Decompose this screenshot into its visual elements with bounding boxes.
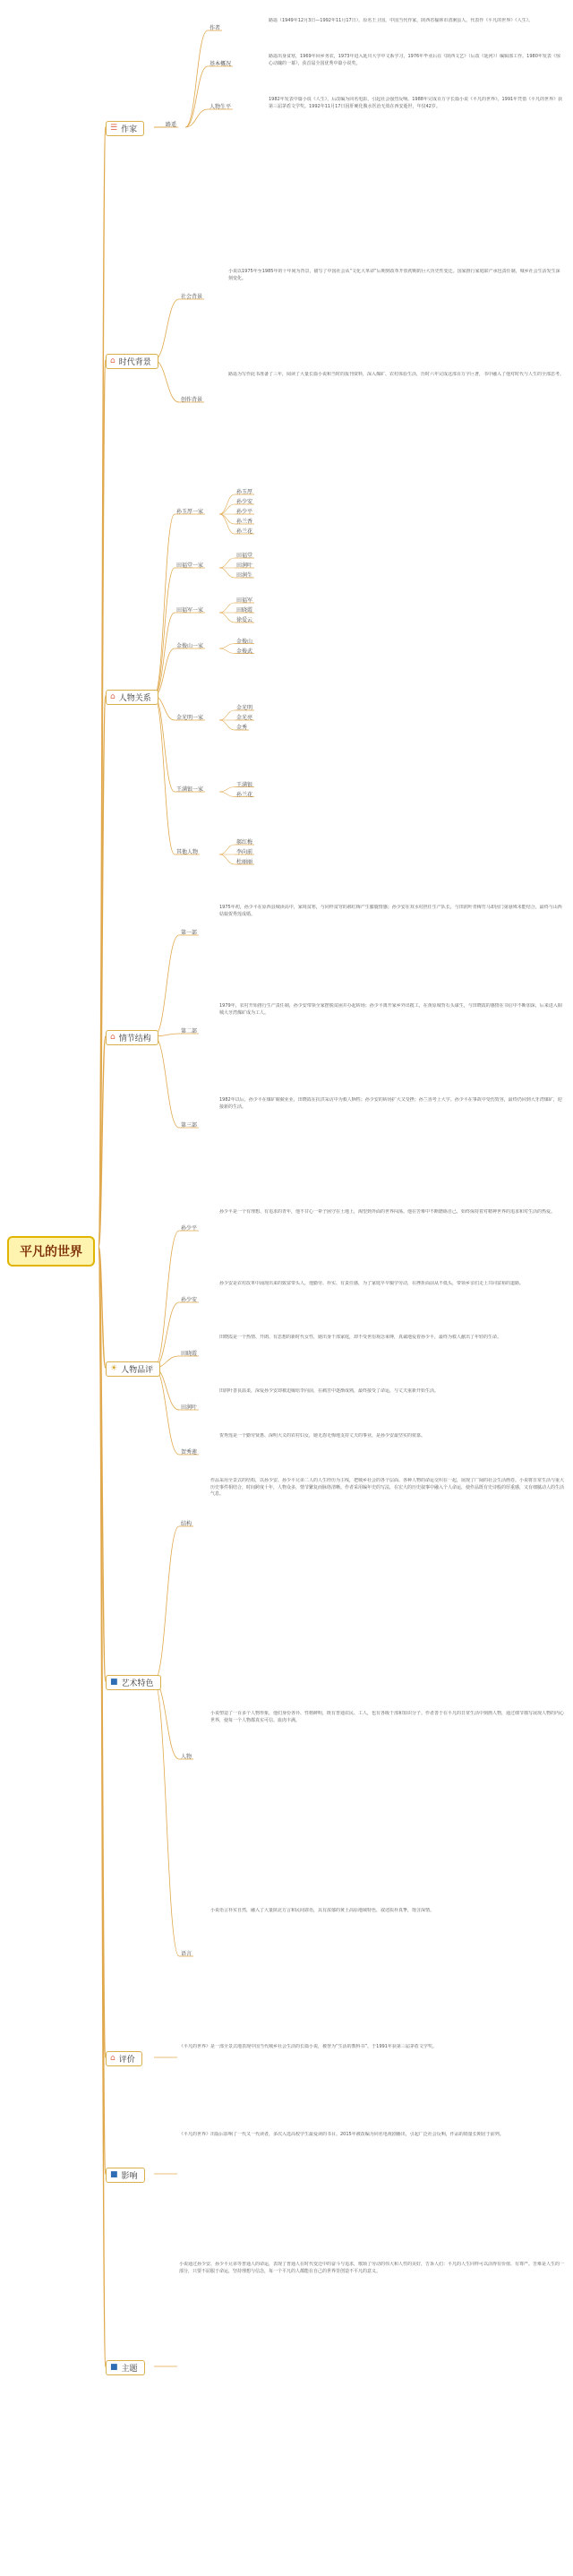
home-icon: ⌂ — [110, 356, 115, 365]
main-topic-4[interactable] — [106, 1030, 158, 1045]
art-item-text-1: 小说塑造了一百多个人物形象，他们身份各异、性格鲜明，既有普通农民、工人，也有各级干部和知识分子。作者善于在平凡的日常生活中刻画人物，通过细节描写展现人物的内心世界，使每一个人物都真实可信、血肉丰满。 — [210, 1711, 564, 1723]
relation-group-label-2[interactable]: 田福军一家 — [176, 607, 204, 614]
relation-member-6-1[interactable]: 李向前 — [236, 849, 253, 855]
character-item-text-2: 田晓霞是一个热情、开朗、有思想的新时代女性，她出身干部家庭，却不受世俗观念束缚，真诚地爱着孙少平，最终为救人献出了年轻的生命。 — [219, 1335, 502, 1340]
relation-member-0-1[interactable]: 孙少安 — [236, 499, 253, 505]
character-item-text-3: 田润叶善良温柔，深爱孙少安却被迫嫁给李向前，在痛苦中逐渐成熟，最终接受了命运，与丈夫重新开始生活。 — [219, 1388, 440, 1394]
relation-group-label-4[interactable]: 金光明一家 — [176, 715, 204, 721]
writer-item-text-1: 路遥出身贫寒，1969年回乡务农，1973年进入延川大学中文系学习，1976年毕业后在《陕西文艺》（后改《延河》）编辑部工作。1980年发表《惊心动魄的一幕》，获首届全国优秀中篇小说奖。 — [269, 54, 560, 66]
main-topic-2[interactable] — [106, 354, 158, 369]
home-icon: ⌂ — [110, 1033, 115, 1042]
writer-item-text-0: 路遥（1949年12月3日—1992年11月17日），原名王卫国，中国当代作家，陕西省榆林市清涧县人。代表作《平凡的世界》《人生》。 — [269, 18, 534, 23]
character-item-label-2[interactable]: 田晓霞 — [181, 1351, 198, 1357]
structure-item-label-0[interactable]: 第一部 — [181, 930, 198, 936]
art-item-text-2: 小说语言朴实自然，融入了大量陕北方言和民间谚语，具有浓郁的黄土高原地域特色，叙述质朴真挚，饱含深情。 — [210, 1908, 435, 1913]
relation-group-label-3[interactable]: 金俊山一家 — [176, 643, 204, 649]
character-item-label-3[interactable]: 田润叶 — [181, 1404, 198, 1411]
structure-item-text-2: 1982年以后，孙少平在煤矿兢兢业业，田晓霞在抗洪采访中为救人牺牲；孙少安的砖场扩大又受挫；孙兰香考上大学。孙少平在事故中受伤毁容，最终仍回到大牙湾煤矿，迎接新的生活。 — [219, 1097, 562, 1110]
structure-item-text-1: 1979年，农村开始推行生产责任制，孙少安带领全家摆脱贫困并办起砖场；孙少平离开家乡外出揽工，在黄原城背石头谋生，与田晓霞的感情在书信中不断加深，后来进入铜城大牙湾煤矿成为工人。 — [219, 1003, 562, 1016]
relation-member-4-1[interactable]: 金光亮 — [236, 715, 253, 721]
character-item-text-0: 孙少平是一个有理想、有追求的青年，他不甘心一辈子困守在土地上，渴望到外面的世界闯荡。他在苦难中不断磨砺自己，始终保持着对精神世界的追求和对生活的热爱。 — [219, 1209, 556, 1215]
background-item-label-1[interactable]: 创作背景 — [181, 397, 203, 403]
character-item-label-0[interactable]: 孙少平 — [181, 1225, 198, 1232]
structure-item-text-0: 1975年初，孙少平在原西县城读高中，家境贫寒，与同样贫穷的郝红梅产生朦胧情感；孙少安在双水村担任生产队长，与田润叶青梅竹马却因门第悬殊未能结合，最终与山西姑娘贺秀莲成婚。 — [219, 905, 562, 917]
art-item-label-1[interactable]: 人物 — [181, 1754, 192, 1760]
flag-icon: ■ — [110, 1678, 118, 1687]
main-topic-label: 时代背景 — [118, 358, 151, 367]
relation-member-3-1[interactable]: 金俊武 — [236, 648, 253, 655]
writer-item-label-1[interactable]: 基本概况 — [210, 61, 232, 67]
relation-member-3-0[interactable]: 金俊山 — [236, 638, 253, 645]
writer-item-label-2[interactable]: 人物生平 — [210, 104, 232, 110]
main-topic-label: 艺术特色 — [121, 1679, 154, 1688]
relation-member-4-0[interactable]: 金光明 — [236, 705, 253, 711]
root-topic[interactable]: 平凡的世界 — [7, 1236, 95, 1267]
home-icon: ⌂ — [110, 2054, 115, 2063]
writer-item-label-0[interactable]: 作者 — [210, 25, 221, 31]
influence-text: 《平凡的世界》出版后影响了一代又一代读者，多次入选高校学生最爱读的书目。2015年被改编为同名电视剧播出，引起广泛社会反响，作品的销量长期居于前列。 — [179, 2132, 504, 2137]
character-item-text-4: 贺秀莲是一个勤劳贤惠、深明大义的农村妇女，她无怨无悔地支持丈夫的事业，是孙少安最坚实的依靠。 — [219, 1433, 426, 1438]
lightbulb-icon: ☀ — [110, 1364, 118, 1373]
structure-item-label-2[interactable]: 第三部 — [181, 1122, 198, 1129]
background-item-text-0: 小说以1975年至1985年的十年间为背景，描写了中国社会从“文化大革命”后期到改革开放初期的巨大历史性变迁。国家推行家庭联产承包责任制，城乡社会生活发生深刻变化。 — [228, 269, 560, 281]
relation-group-label-6[interactable]: 其他人物 — [176, 849, 199, 855]
main-topic-7[interactable] — [106, 2051, 142, 2066]
relation-member-0-0[interactable]: 孙玉厚 — [236, 489, 253, 495]
main-topic-label: 主题 — [121, 2365, 138, 2374]
art-item-text-0: 作品采用全景式的结构，以孙少安、孙少平兄弟二人的人生经历为主线，把城乡社会的各个层面、各种人物的命运交织在一起，展现了广阔的社会生活画卷。小说将日常生活与重大历史事件相结合，时间跨度十年，人物众多，情节繁复而脉络清晰。作者采用编年史的写法，在宏大的历史叙事中融入个人命运，使作品既有史诗般的厚重感，又有细腻动人的生活气息。 — [210, 1478, 564, 1498]
main-topic-9[interactable] — [106, 2360, 145, 2375]
relation-member-1-1[interactable]: 田润叶 — [236, 562, 253, 569]
main-topic-6[interactable] — [106, 1675, 161, 1690]
main-topic-5[interactable] — [106, 1361, 160, 1377]
relation-member-2-2[interactable]: 徐爱云 — [236, 617, 253, 623]
main-topic-label: 情节结构 — [118, 1035, 151, 1043]
relation-member-0-4[interactable]: 孙兰花 — [236, 528, 253, 535]
evaluation-text: 《平凡的世界》是一部全景式地表现中国当代城乡社会生活的长篇小说，被誉为“生活的教科书”，于1991年获第三届茅盾文学奖。 — [179, 2044, 437, 2049]
background-item-text-1: 路遥为写作此书准备了三年，阅读了大量长篇小说和当时的报刊资料，深入煤矿、农村体验生活，历时六年完成这部百万字巨著，书中融入了他对时代与人生的全部思考。 — [228, 372, 564, 377]
relation-member-0-3[interactable]: 孙兰香 — [236, 519, 253, 525]
relation-group-label-0[interactable]: 孙玉厚一家 — [176, 509, 204, 515]
structure-item-label-1[interactable]: 第二部 — [181, 1028, 198, 1035]
relation-member-1-0[interactable]: 田福堂 — [236, 553, 253, 559]
background-item-label-0[interactable]: 社会背景 — [181, 294, 203, 300]
theme-text: 小说通过孙少安、孙少平兄弟等普通人的命运，表现了普通人在时代变迁中的奋斗与追求，歌颂了劳动的伟大和人性的美好，告诉人们：平凡的人生同样可以活得有价值、有尊严。苦难是人生的一部分，只要不屈服于命运，坚持理想与信念，每一个平凡的人都能在自己的世界里创造不平凡的意义。 — [179, 2262, 564, 2274]
relation-group-label-5[interactable]: 王满银一家 — [176, 786, 204, 793]
main-topic-label: 评价 — [118, 2056, 135, 2065]
character-item-label-1[interactable]: 孙少安 — [181, 1297, 198, 1303]
main-topic-8[interactable] — [106, 2168, 145, 2183]
art-item-label-2[interactable]: 语言 — [181, 1951, 192, 1957]
relation-member-4-2[interactable]: 金秀 — [236, 725, 248, 731]
home-icon: ⌂ — [110, 692, 115, 701]
character-item-text-1: 孙少安是农村改革中涌现出来的致富带头人，他勤劳、朴实、有责任感，为了家庭早早辍学劳动，在挫折面前从不低头，带领乡亲们走上共同富裕的道路。 — [219, 1281, 525, 1286]
main-topic-label: 作家 — [121, 125, 138, 134]
writer-item-text-2: 1982年发表中篇小说《人生》，后改编为同名电影，引起社会强烈反响。1988年完成百万字长篇小说《平凡的世界》。1991年凭借《平凡的世界》获第三届茅盾文学奖。1992年11月17日因肝硬化腹水医治无效在西安逝世，年仅42岁。 — [269, 97, 563, 109]
relation-member-5-1[interactable]: 孙兰花 — [236, 791, 253, 798]
relation-member-2-1[interactable]: 田晓霞 — [236, 607, 253, 614]
relation-member-5-0[interactable]: 王满银 — [236, 781, 253, 788]
book-icon: ☰ — [110, 124, 118, 133]
writer-group-label[interactable]: 路遥 — [166, 122, 177, 128]
relation-member-2-0[interactable]: 田福军 — [236, 597, 253, 604]
relation-member-6-0[interactable]: 郝红梅 — [236, 839, 253, 846]
relation-member-1-2[interactable]: 田润生 — [236, 572, 253, 579]
character-item-label-4[interactable]: 贺秀莲 — [181, 1449, 198, 1455]
main-topic-label: 人物品评 — [121, 1366, 154, 1375]
relation-group-label-1[interactable]: 田福堂一家 — [176, 562, 204, 569]
relation-member-6-2[interactable]: 杜丽丽 — [236, 859, 253, 865]
main-topic-3[interactable] — [106, 690, 158, 705]
art-item-label-0[interactable]: 结构 — [181, 1521, 192, 1527]
flag-icon: ■ — [110, 2170, 118, 2179]
main-topic-label: 人物关系 — [118, 694, 151, 703]
relation-member-0-2[interactable]: 孙少平 — [236, 509, 253, 515]
main-topic-label: 影响 — [121, 2172, 138, 2181]
flag-icon: ■ — [110, 2363, 118, 2372]
main-topic-1[interactable] — [106, 121, 144, 136]
